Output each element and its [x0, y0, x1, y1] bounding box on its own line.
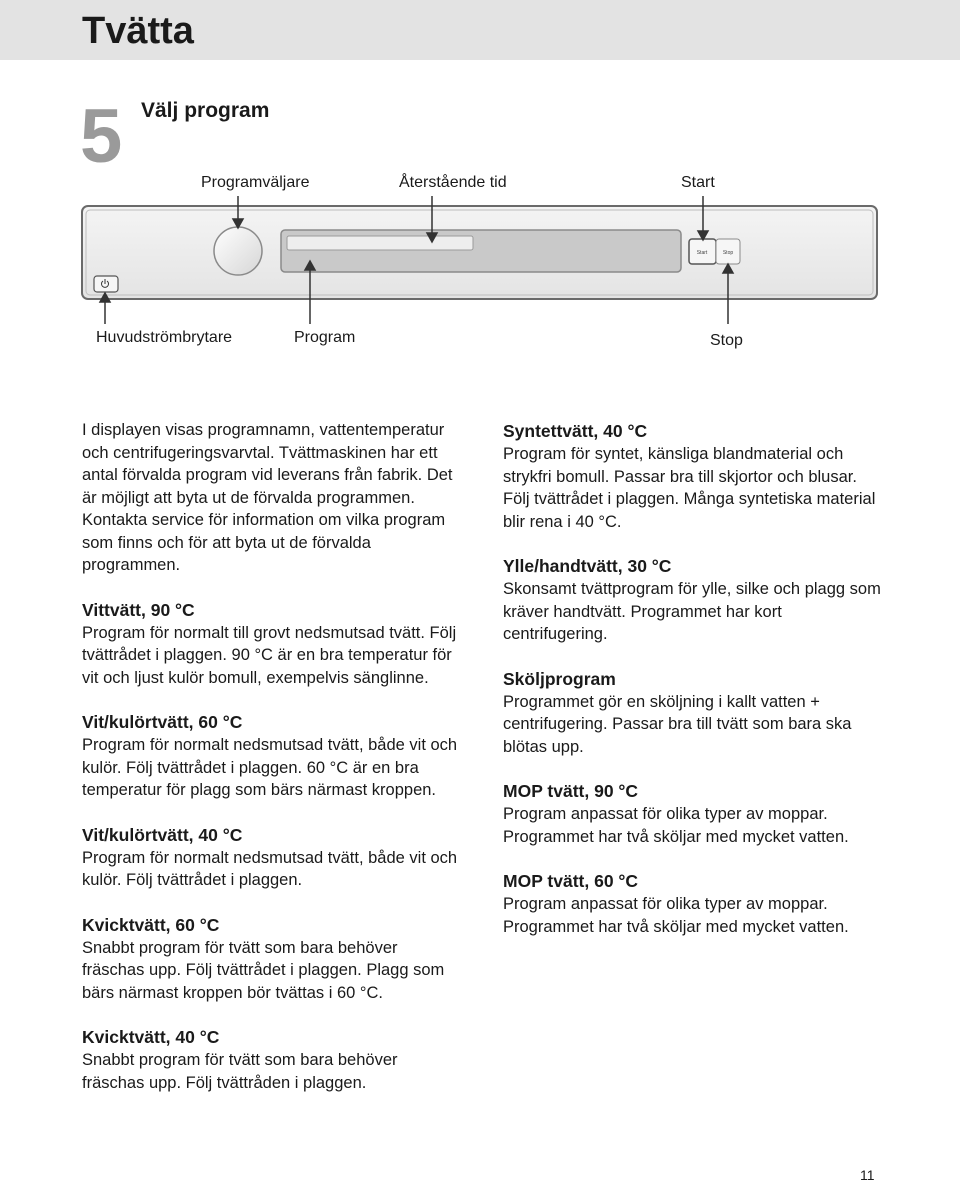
step-number: 5 [80, 94, 123, 179]
label-programvaljare: Programväljare [201, 174, 310, 191]
program-heading: Vittvätt, 90 °C [82, 599, 195, 620]
program-heading: Kvicktvätt, 40 °C [82, 1027, 220, 1047]
program-heading: MOP tvätt, 60 °C [503, 871, 639, 891]
program-entry [503, 869, 883, 938]
program-entry [82, 710, 462, 802]
program-description: Snabbt program för tvätt som bara behöver fräschas upp. Följ tvättrådet i plaggen. Plagg som bärs närmast kroppen bör tvättas i 60 °C. [82, 938, 445, 1002]
program-selector-knob[interactable] [214, 227, 262, 275]
program-heading: Kvicktvätt, 60 °C [82, 914, 220, 935]
program-entry [82, 913, 462, 1005]
left-column [82, 419, 462, 1094]
program-description: Skonsamt tvättprogram för ylle, silke och plagg som kräver handtvätt. Programmet har kort centrifugering. [503, 580, 881, 643]
program-description: Program för normalt nedsmutsad tvätt, både vit och kulör. Följ tvättrådet i plaggen. 60 °C är en bra temperatur för plagg som bärs närmast kroppen. [82, 736, 458, 799]
program-entry [82, 823, 462, 892]
program-entry [503, 667, 883, 759]
program-heading: Vit/kulörtvätt, 40 °C [82, 824, 243, 845]
program-heading: Sköljprogram [503, 668, 616, 689]
step-title: Välj program [141, 99, 270, 122]
program-heading: Ylle/handtvätt, 30 °C [503, 556, 672, 576]
power-button[interactable] [94, 276, 118, 292]
program-heading: Vit/kulörtvätt, 60 °C [82, 712, 243, 732]
label-aterstaende-tid: Återstående tid [399, 174, 507, 191]
stop-button-label: Stop [722, 250, 734, 256]
display-screen [287, 236, 473, 250]
intro-text: I displayen visas programnamn, vattentemperatur och centrifugeringsvarvtal. Tvättmaskinen har ett antal förvalda program vid leverans från fabrik. Det är möjligt att byta ut de förvalda programmen. Kontakta service för information om vilka program som finns och för att byta ut de förvalda programmen. [82, 421, 453, 574]
right-column [503, 419, 883, 938]
label-program: Program [294, 329, 356, 346]
program-entry [82, 1025, 462, 1094]
label-start: Start [681, 174, 715, 191]
start-button-label: Start [696, 250, 708, 256]
program-description: Program för normalt nedsmutsad tvätt, både vit och kulör. Följ tvättrådet i plaggen. [82, 848, 458, 889]
program-description: Program anpassat för olika typer av moppar. Programmet har två sköljar med mycket vatten. [503, 805, 849, 846]
program-description: Program anpassat för olika typer av moppar. Programmet har två sköljar med mycket vatten. [503, 895, 849, 936]
label-huvudstrombrytare: Huvudströmbrytare [96, 329, 233, 346]
page-number: 11 [860, 1167, 875, 1183]
program-entry [503, 554, 883, 646]
page-title: Tvätta [82, 10, 194, 52]
program-heading: Syntettvätt, 40 °C [503, 421, 648, 441]
program-description: Programmet gör en sköljning i kallt vatten + centrifugering. Passar bra till tvätt som bara ska blötas upp. [503, 692, 852, 756]
program-description: Program för normalt till grovt nedsmutsad tvätt. Följ tvättrådet i plaggen. 90 °C är en bra temperatur för vit och ljust kulör bomull, exempelvis sänglinne. [82, 623, 457, 687]
program-description: Program för syntet, känsliga blandmaterial och strykfri bomull. Passar bra till skjortor och blusar. Följ tvättrådet i plaggen. Många syntetiska material blir rena i 40 °C. [503, 445, 876, 531]
program-entry [503, 419, 883, 533]
program-heading: MOP tvätt, 90 °C [503, 781, 639, 801]
program-entry [503, 779, 883, 848]
program-entry [82, 598, 462, 690]
program-description: Snabbt program för tvätt som bara behöver fräschas upp. Följ tvättråden i plaggen. [82, 1051, 398, 1092]
label-stop: Stop [710, 332, 743, 349]
